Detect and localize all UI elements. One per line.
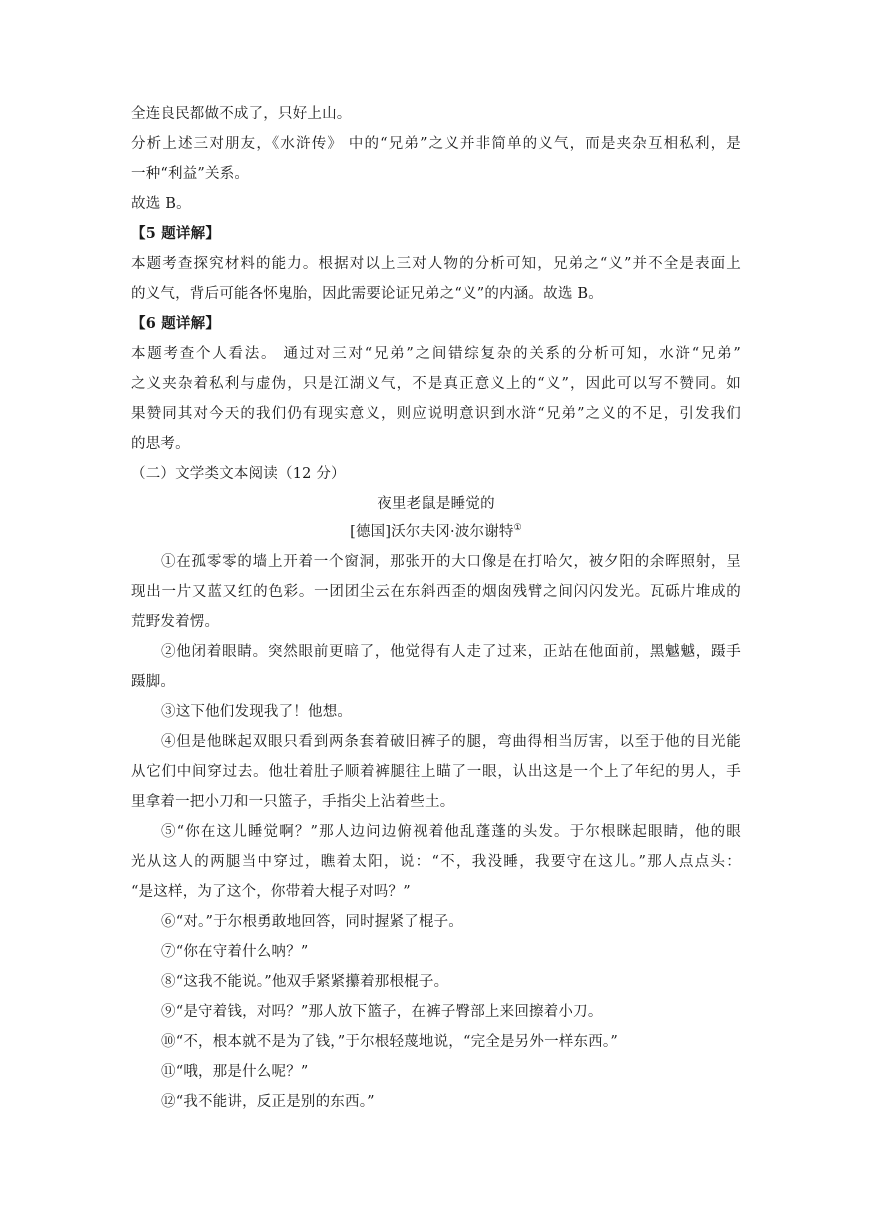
author-name: [德国]沃尔夫冈·波尔谢特 [350, 524, 514, 540]
section-heading: 【5 题详解】 [131, 225, 221, 242]
paragraph-line: ①在孤零零的墙上开着一个窗洞，那张开的大口像是在打哈欠，被夕阳的余晖照射，呈 [161, 554, 741, 570]
footnote-marker: ① [513, 523, 522, 534]
text-line: 本题考查探究材料的能力。根据对以上三对人物的分析可知，兄弟之“义”并不全是表面上 [131, 256, 741, 272]
paragraph-line: ⑪“哦，那是什么呢？” [161, 1064, 309, 1080]
text-line: 故选 B。 [131, 196, 191, 212]
paragraph-line: ⑦“你在守着什么呐？” [161, 944, 309, 960]
text-line: 分析上述三对朋友，《水浒传》 中的“兄弟”之义并非简单的义气，而是夹杂互相私利，是 [131, 136, 741, 152]
text-line: 的思考。 [131, 436, 190, 452]
text-line: 果赞同其对今天的我们仍有现实意义，则应说明意识到水浒“兄弟”之义的不足，引发我们 [131, 406, 741, 422]
paragraph-line: ⑧“这我不能说。”他双手紧紧攥着那根棍子。 [161, 974, 449, 990]
paragraph-line: ⑫“我不能讲，反正是别的东西。” [161, 1094, 375, 1110]
text-line: 一种“利益”关系。 [131, 166, 250, 182]
text-line: 本题考查个人看法。 通过对三对“兄弟”之间错综复杂的关系的分析可知，水浒“兄弟” [131, 346, 741, 362]
paragraph-line: ⑨“是守着钱，对吗？”那人放下篮子，在裤子臀部上来回擦着小刀。 [161, 1004, 603, 1020]
text-line: 的义气，背后可能各怀鬼胎，因此需要论证兄弟之“义”的内涵。故选 B。 [131, 286, 603, 302]
paragraph-line: 荒野发着愣。 [131, 614, 220, 630]
text-line: 全连良民都做不成了，只好上山。 [131, 106, 352, 122]
section-heading: 【6 题详解】 [131, 315, 221, 332]
paragraph-line: ⑤“你在这儿睡觉啊？”那人边问边俯视着他乱蓬蓬的头发。于尔根眯起眼睛，他的眼 [161, 824, 741, 840]
paragraph-line: 从它们中间穿过去。他壮着肚子顺着裤腿往上瞄了一眼，认出这是一个上了年纪的男人，手 [131, 764, 741, 780]
paragraph-line: 现出一片又蓝又红的色彩。一团团尘云在东斜西歪的烟囱残臂之间闪闪发光。瓦砾片堆成的 [131, 584, 741, 600]
paragraph-line: “是这样，为了这个，你带着大棍子对吗？” [131, 884, 411, 900]
paragraph-line: ④但是他眯起双眼只看到两条套着破旧裤子的腿，弯曲得相当厉害，以至于他的目光能 [161, 734, 741, 750]
paragraph-line: 蹑脚。 [131, 674, 176, 690]
paragraph-line: 里拿着一把小刀和一只篮子，手指尖上沾着些土。 [131, 794, 455, 810]
paragraph-line: ⑩“不，根本就不是为了钱，”于尔根轻蔑地说，“完全是另外一样东西。” [161, 1034, 618, 1050]
article-title: 夜里老鼠是睡觉的 [377, 496, 495, 512]
paragraph-line: 光从这人的两腿当中穿过，瞧着太阳，说：“不，我没睡，我要守在这儿。”那人点点头： [131, 854, 741, 870]
article-author [131, 522, 741, 542]
section-heading: （二）文学类文本阅读（12 分） [131, 466, 346, 482]
paragraph-line: ③这下他们发现我了！他想。 [161, 704, 353, 720]
paragraph-line: ⑥“对。”于尔根勇敢地回答，同时握紧了棍子。 [161, 914, 463, 930]
text-line: 之义夹杂着私利与虚伪，只是江湖义气，不是真正意义上的“义”，因此可以写不赞同。如 [131, 376, 741, 392]
paragraph-line: ②他闭着眼睛。突然眼前更暗了，他觉得有人走了过来，正站在他面前，黑魆魆，蹑手 [161, 644, 741, 660]
